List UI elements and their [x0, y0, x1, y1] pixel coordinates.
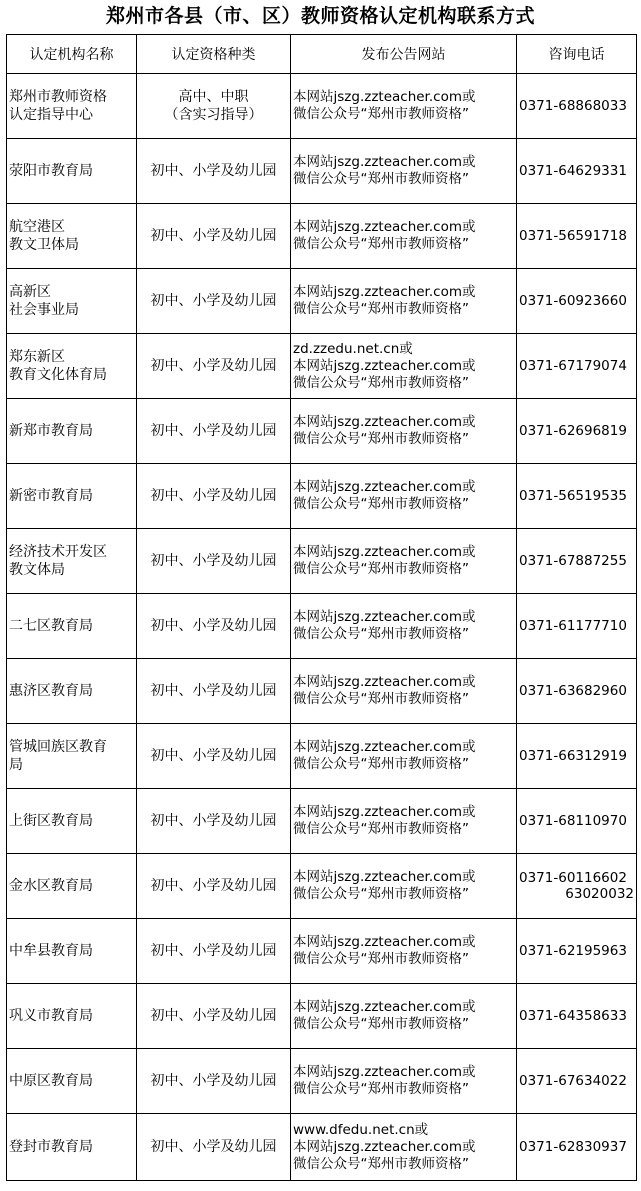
website-line: 本网站jszg.zzteacher.com或 — [293, 1138, 476, 1155]
agency-name-line: 惠济区教育局 — [9, 683, 93, 699]
header-type: 认定资格种类 — [137, 35, 291, 74]
website-line: 本网站jszg.zzteacher.com或 — [293, 479, 476, 495]
website-line: zd.zzedu.net.cn或 — [293, 340, 413, 357]
website-cell — [291, 464, 517, 529]
website-cell — [291, 854, 517, 919]
website-cell — [291, 269, 517, 334]
table-row — [7, 74, 637, 139]
table-row — [7, 594, 637, 659]
qualification-type-cell — [137, 854, 291, 919]
website-cell — [291, 724, 517, 789]
website-cell — [291, 399, 517, 464]
qualification-type-line: 初中、小学及幼儿园 — [150, 878, 277, 894]
website-cell — [291, 984, 517, 1049]
agency-name-cell — [7, 269, 137, 334]
phone-line: 0371-64629331 — [519, 163, 627, 179]
page-title: 郑州市各县（市、区）教师资格认定机构联系方式 — [105, 5, 535, 27]
agency-name-line: 郑东新区 — [9, 349, 65, 365]
website-cell — [291, 334, 517, 399]
phone-cell — [517, 269, 637, 334]
qualification-type-line: 初中、小学及幼儿园 — [150, 358, 277, 374]
table-row — [7, 529, 637, 594]
phone-line: 0371-64358633 — [519, 1008, 627, 1024]
table-row — [7, 984, 637, 1049]
agency-name-cell — [7, 139, 137, 204]
website-cell — [291, 139, 517, 204]
table-body — [7, 74, 637, 1181]
qualification-type-cell — [137, 139, 291, 204]
agency-name-cell — [7, 789, 137, 854]
phone-line: 0371-66312919 — [519, 748, 627, 764]
qualification-type-cell — [137, 464, 291, 529]
phone-cell — [517, 789, 637, 854]
table-row — [7, 1049, 637, 1114]
qualification-type-cell — [137, 594, 291, 659]
agency-name-cell — [7, 529, 137, 594]
phone-line: 0371-67179074 — [519, 358, 627, 374]
phone-line: 0371-60923660 — [519, 293, 627, 309]
qualification-type-line: 初中、小学及幼儿园 — [150, 943, 277, 959]
agency-name-cell — [7, 919, 137, 984]
agency-name-line: 二七区教育局 — [9, 618, 93, 634]
website-line: 本网站jszg.zzteacher.com或 — [293, 999, 476, 1015]
website-line: 本网站jszg.zzteacher.com或 — [293, 609, 476, 625]
phone-cell — [517, 139, 637, 204]
agency-name-line: 登封市教育局 — [9, 1139, 93, 1155]
phone-cell — [517, 919, 637, 984]
table-row — [7, 464, 637, 529]
qualification-type-cell — [137, 724, 291, 789]
phone-line: 0371-67887255 — [519, 553, 627, 569]
agency-name-line: 航空港区 — [9, 219, 65, 235]
qualification-type-line: 初中、小学及幼儿园 — [150, 228, 277, 244]
website-line: 本网站jszg.zzteacher.com或 — [293, 219, 476, 235]
website-line: 本网站jszg.zzteacher.com或 — [293, 804, 476, 820]
website-cell — [291, 594, 517, 659]
qualification-type-line: 初中、小学及幼儿园 — [150, 683, 277, 699]
agency-name-cell — [7, 334, 137, 399]
website-cell — [291, 204, 517, 269]
website-line: 本网站jszg.zzteacher.com或 — [293, 739, 476, 755]
phone-cell — [517, 204, 637, 269]
agency-name-line: 荥阳市教育局 — [9, 163, 93, 179]
agency-name-cell — [7, 399, 137, 464]
qualification-type-cell — [137, 74, 291, 139]
table-row — [7, 789, 637, 854]
agency-name-line: 经济技术开发区 — [9, 544, 107, 560]
agency-name-line: 中牟县教育局 — [9, 943, 93, 959]
phone-line: 0371-67634022 — [519, 1073, 627, 1089]
phone-cell — [517, 1114, 637, 1181]
table-row — [7, 399, 637, 464]
website-line: 本网站jszg.zzteacher.com或 — [293, 674, 476, 690]
agency-name-line: 新密市教育局 — [9, 488, 93, 504]
website-line: 微信公众号“郑州市教师资格” — [293, 951, 469, 967]
website-line: 本网站jszg.zzteacher.com或 — [293, 414, 476, 430]
agency-name-line: 管城回族区教育 — [9, 739, 107, 755]
phone-cell — [517, 529, 637, 594]
agency-name-cell — [7, 854, 137, 919]
website-line: 本网站jszg.zzteacher.com或 — [293, 869, 476, 885]
qualification-type-cell — [137, 269, 291, 334]
phone-line: 0371-56519535 — [519, 488, 627, 504]
agency-name-line: 认定指导中心 — [9, 107, 93, 123]
phone-cell — [517, 724, 637, 789]
phone-cell — [517, 659, 637, 724]
website-line: 微信公众号“郑州市教师资格” — [293, 301, 469, 317]
phone-cell — [517, 1049, 637, 1114]
phone-line: 0371-56591718 — [519, 228, 627, 244]
agency-name-cell — [7, 204, 137, 269]
website-line: 微信公众号“郑州市教师资格” — [293, 236, 469, 252]
website-cell — [291, 74, 517, 139]
phone-line: 0371-61177710 — [519, 618, 627, 634]
website-line: 微信公众号“郑州市教师资格” — [293, 756, 469, 772]
header-row — [7, 35, 637, 74]
agency-name-cell — [7, 464, 137, 529]
website-line: 微信公众号“郑州市教师资格” — [293, 886, 469, 902]
table-row — [7, 1114, 637, 1181]
website-line: 本网站jszg.zzteacher.com或 — [293, 544, 476, 560]
qualification-type-line: 初中、小学及幼儿园 — [150, 813, 277, 829]
table-row — [7, 204, 637, 269]
agency-name-line: 教文体局 — [9, 562, 65, 578]
qualification-type-line: 初中、小学及幼儿园 — [150, 423, 277, 439]
qualification-type-cell — [137, 1114, 291, 1181]
agency-name-cell — [7, 659, 137, 724]
website-line: 本网站jszg.zzteacher.com或 — [293, 357, 476, 374]
website-line: 本网站jszg.zzteacher.com或 — [293, 284, 476, 300]
qualification-type-cell — [137, 334, 291, 399]
agency-name-line: 上街区教育局 — [9, 813, 93, 829]
qualification-type-cell — [137, 659, 291, 724]
agency-name-line: 社会事业局 — [9, 302, 79, 318]
qualification-type-line: 初中、小学及幼儿园 — [150, 488, 277, 504]
phone-cell — [517, 984, 637, 1049]
agency-name-cell — [7, 724, 137, 789]
qualification-type-cell — [137, 789, 291, 854]
agency-name-line: 金水区教育局 — [9, 878, 93, 894]
website-line: 微信公众号“郑州市教师资格” — [293, 626, 469, 642]
agency-name-line: 教文卫体局 — [9, 237, 79, 253]
qualification-type-cell — [137, 984, 291, 1049]
phone-line: 0371-62830937 — [519, 1139, 627, 1155]
agency-name-cell — [7, 1114, 137, 1181]
website-line: 本网站jszg.zzteacher.com或 — [293, 154, 476, 170]
website-line: 本网站jszg.zzteacher.com或 — [293, 1064, 476, 1080]
agency-name-cell — [7, 984, 137, 1049]
header-phone: 咨询电话 — [517, 35, 637, 74]
table-row — [7, 269, 637, 334]
phone-line: 0371-68110970 — [519, 813, 627, 829]
table-row — [7, 334, 637, 399]
agency-name-line: 教育文化体育局 — [9, 367, 107, 383]
qualification-type-line: 初中、小学及幼儿园 — [150, 748, 277, 764]
agency-name-cell — [7, 594, 137, 659]
qualification-type-cell — [137, 529, 291, 594]
agency-name-line: 中原区教育局 — [9, 1073, 93, 1089]
qualification-type-line: 初中、小学及幼儿园 — [150, 618, 277, 634]
qualification-type-line: 初中、小学及幼儿园 — [150, 1008, 277, 1024]
phone-line: 0371-63682960 — [519, 683, 627, 699]
website-cell — [291, 789, 517, 854]
qualification-type-line: 初中、小学及幼儿园 — [150, 1139, 277, 1155]
website-line: www.dfedu.net.cn或 — [293, 1121, 429, 1138]
qualification-type-line: 高中、中职 — [178, 89, 249, 105]
table-row — [7, 854, 637, 919]
phone-line: 0371-60116602 — [519, 870, 627, 886]
table-row — [7, 659, 637, 724]
qualification-type-cell — [137, 204, 291, 269]
table-row — [7, 919, 637, 984]
agency-name-line: 巩义市教育局 — [9, 1008, 93, 1024]
agency-name-line: 局 — [9, 757, 23, 773]
table-row — [7, 724, 637, 789]
website-line: 微信公众号“郑州市教师资格” — [293, 171, 469, 187]
qualification-type-line: 初中、小学及幼儿园 — [150, 163, 277, 179]
website-line: 本网站jszg.zzteacher.com或 — [293, 89, 476, 105]
website-cell — [291, 1049, 517, 1114]
website-cell — [291, 529, 517, 594]
qualification-type-cell — [137, 399, 291, 464]
agency-name-line: 郑州市教师资格 — [9, 89, 107, 105]
agency-name-line: 高新区 — [9, 284, 51, 300]
website-line: 微信公众号“郑州市教师资格” — [293, 821, 469, 837]
qualification-type-line: 初中、小学及幼儿园 — [150, 293, 277, 309]
website-line: 微信公众号“郑州市教师资格” — [293, 496, 469, 512]
table-row — [7, 139, 637, 204]
website-line: 微信公众号“郑州市教师资格” — [293, 374, 469, 391]
contact-table — [6, 34, 637, 1181]
qualification-type-line: 初中、小学及幼儿园 — [150, 553, 277, 569]
website-cell — [291, 659, 517, 724]
phone-cell — [517, 594, 637, 659]
phone-line: 0371-62195963 — [519, 943, 627, 959]
website-line: 微信公众号“郑州市教师资格” — [293, 431, 469, 447]
website-line: 微信公众号“郑州市教师资格” — [293, 561, 469, 577]
phone-cell — [517, 399, 637, 464]
phone-line: 0371-68868033 — [519, 98, 627, 114]
website-line: 微信公众号“郑州市教师资格” — [293, 1155, 469, 1172]
header-name: 认定机构名称 — [7, 35, 137, 74]
website-line: 本网站jszg.zzteacher.com或 — [293, 934, 476, 950]
phone-line: 63020032 — [565, 886, 634, 902]
agency-name-cell — [7, 74, 137, 139]
qualification-type-cell — [137, 919, 291, 984]
website-cell — [291, 919, 517, 984]
phone-cell — [517, 854, 637, 919]
agency-name-cell — [7, 1049, 137, 1114]
phone-cell — [517, 74, 637, 139]
website-line: 微信公众号“郑州市教师资格” — [293, 1016, 469, 1032]
qualification-type-line: （含实习指导） — [164, 107, 263, 123]
phone-cell — [517, 464, 637, 529]
website-line: 微信公众号“郑州市教师资格” — [293, 691, 469, 707]
website-line: 微信公众号“郑州市教师资格” — [293, 1081, 469, 1097]
qualification-type-cell — [137, 1049, 291, 1114]
phone-cell — [517, 334, 637, 399]
agency-name-line: 新郑市教育局 — [9, 423, 93, 439]
qualification-type-line: 初中、小学及幼儿园 — [150, 1073, 277, 1089]
header-site: 发布公告网站 — [291, 35, 517, 74]
website-line: 微信公众号“郑州市教师资格” — [293, 106, 469, 122]
website-cell — [291, 1114, 517, 1181]
phone-line: 0371-62696819 — [519, 423, 627, 439]
